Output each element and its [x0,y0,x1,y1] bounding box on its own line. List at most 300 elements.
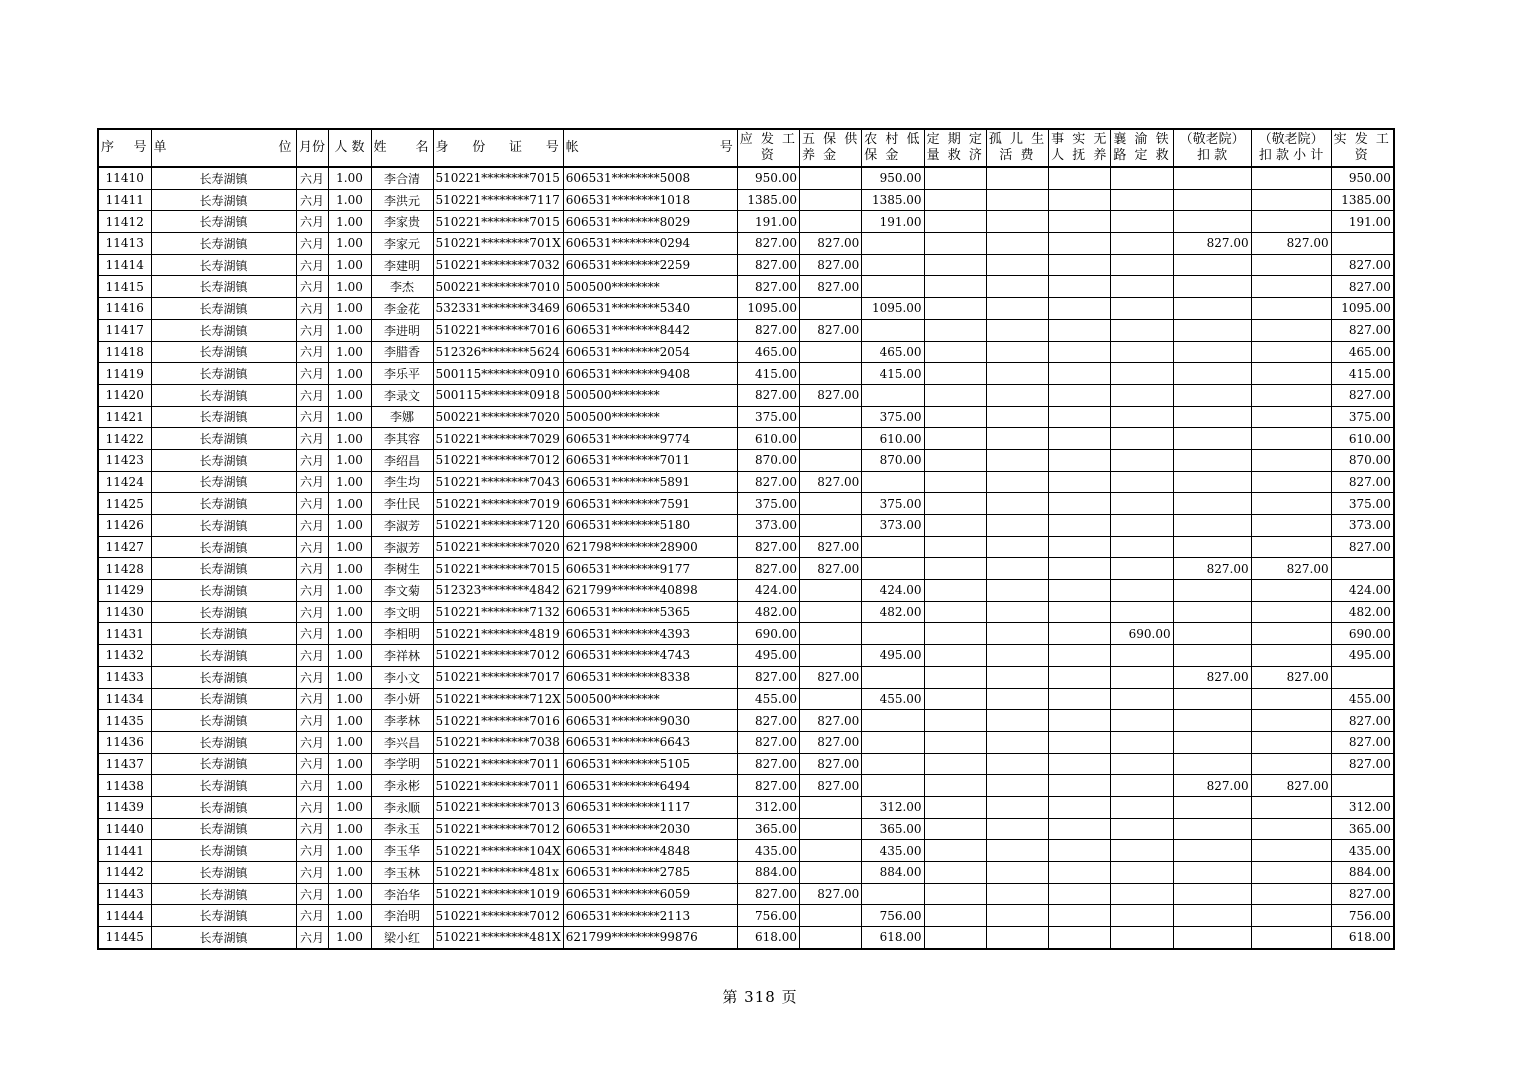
cell-net: 415.00 [1331,363,1394,385]
cell-shishi [1049,623,1111,645]
cell-xiangyu [1111,796,1173,818]
cell-seq: 11436 [98,731,151,753]
cell-count: 1.00 [328,254,371,276]
table-row [98,710,1394,732]
cell-jlyk [1173,796,1251,818]
cell-xiangyu [1111,927,1173,949]
cell-name: 李玉华 [371,840,433,862]
cell-shishi [1049,449,1111,471]
cell-net: 950.00 [1331,167,1394,189]
cell-count: 1.00 [328,384,371,406]
cell-dingliang [924,666,986,688]
cell-dibao: 950.00 [862,167,924,189]
cell-count: 1.00 [328,840,371,862]
cell-account: 606531********5365 [563,601,737,623]
cell-wubao [800,449,862,471]
cell-jlyk: 827.00 [1173,233,1251,255]
cell-month: 六月 [296,254,328,276]
table-row [98,515,1394,537]
cell-jlyx [1251,731,1331,753]
cell-net: 375.00 [1331,406,1394,428]
cell-seq: 11432 [98,645,151,667]
cell-unit: 长寿湖镇 [151,189,296,211]
cell-net: 482.00 [1331,601,1394,623]
cell-wubao [800,862,862,884]
cell-seq: 11424 [98,471,151,493]
table-row [98,254,1394,276]
cell-wubao: 827.00 [800,276,862,298]
cell-name: 李录文 [371,384,433,406]
cell-id: 510221********7015 [433,211,563,233]
cell-unit: 长寿湖镇 [151,688,296,710]
cell-jlyx: 827.00 [1251,233,1331,255]
cell-xiangyu [1111,211,1173,233]
cell-jlyx [1251,796,1331,818]
cell-unit: 长寿湖镇 [151,796,296,818]
cell-name: 李永玉 [371,818,433,840]
cell-name: 李小妍 [371,688,433,710]
cell-salary: 375.00 [737,493,799,515]
cell-jlyx [1251,211,1331,233]
cell-salary: 884.00 [737,862,799,884]
header-dibao: 农 村 低 保 金 [862,129,924,167]
cell-jlyk [1173,840,1251,862]
cell-salary: 827.00 [737,753,799,775]
cell-dingliang [924,645,986,667]
cell-jlyk [1173,731,1251,753]
cell-shishi [1049,775,1111,797]
cell-month: 六月 [296,601,328,623]
cell-xiangyu [1111,341,1173,363]
cell-count: 1.00 [328,319,371,341]
cell-salary: 482.00 [737,601,799,623]
cell-unit: 长寿湖镇 [151,666,296,688]
cell-name: 李玉林 [371,862,433,884]
cell-account: 606531********2054 [563,341,737,363]
cell-shishi [1049,927,1111,949]
cell-salary: 827.00 [737,319,799,341]
cell-seq: 11434 [98,688,151,710]
cell-wubao: 827.00 [800,883,862,905]
cell-shishi [1049,580,1111,602]
page-number: 第 318 页 [722,988,798,1006]
cell-salary: 827.00 [737,384,799,406]
cell-salary: 312.00 [737,796,799,818]
cell-id: 510221********1019 [433,883,563,905]
cell-shishi [1049,710,1111,732]
cell-net: 827.00 [1331,731,1394,753]
cell-dibao [862,319,924,341]
cell-salary: 827.00 [737,558,799,580]
cell-dibao [862,276,924,298]
cell-dingliang [924,862,986,884]
cell-month: 六月 [296,796,328,818]
cell-id: 510221********7120 [433,515,563,537]
cell-shishi [1049,536,1111,558]
cell-wubao [800,796,862,818]
cell-wubao [800,428,862,450]
cell-guer [986,840,1048,862]
cell-dingliang [924,623,986,645]
cell-account: 606531********2030 [563,818,737,840]
cell-name: 李进明 [371,319,433,341]
cell-month: 六月 [296,493,328,515]
table-row [98,775,1394,797]
cell-name: 李孝林 [371,710,433,732]
cell-dingliang [924,449,986,471]
cell-id: 510221********7019 [433,493,563,515]
cell-salary: 365.00 [737,818,799,840]
cell-salary: 827.00 [737,536,799,558]
table-row [98,601,1394,623]
cell-id: 510221********7011 [433,775,563,797]
cell-jlyx [1251,580,1331,602]
cell-month: 六月 [296,428,328,450]
cell-salary: 1385.00 [737,189,799,211]
cell-xiangyu: 690.00 [1111,623,1173,645]
cell-dibao: 1385.00 [862,189,924,211]
cell-dingliang [924,840,986,862]
cell-unit: 长寿湖镇 [151,515,296,537]
cell-jlyk [1173,601,1251,623]
cell-xiangyu [1111,862,1173,884]
cell-jlyx [1251,710,1331,732]
cell-xiangyu [1111,406,1173,428]
cell-name: 李树生 [371,558,433,580]
cell-dibao [862,536,924,558]
cell-shishi [1049,233,1111,255]
cell-net: 827.00 [1331,753,1394,775]
cell-month: 六月 [296,406,328,428]
cell-jlyk [1173,536,1251,558]
cell-jlyk [1173,449,1251,471]
cell-seq: 11423 [98,449,151,471]
cell-net: 690.00 [1331,623,1394,645]
cell-wubao [800,363,862,385]
cell-salary: 950.00 [737,167,799,189]
cell-wubao [800,515,862,537]
cell-name: 李文菊 [371,580,433,602]
cell-xiangyu [1111,428,1173,450]
cell-jlyx [1251,905,1331,927]
cell-xiangyu [1111,840,1173,862]
table-row [98,840,1394,862]
cell-shishi [1049,796,1111,818]
cell-shishi [1049,840,1111,862]
cell-unit: 长寿湖镇 [151,493,296,515]
cell-name: 李娜 [371,406,433,428]
cell-xiangyu [1111,189,1173,211]
cell-count: 1.00 [328,927,371,949]
cell-account: 606531********7591 [563,493,737,515]
cell-account: 606531********2785 [563,862,737,884]
cell-wubao [800,601,862,623]
cell-count: 1.00 [328,905,371,927]
header-id: 身 份 证 号 [433,129,563,167]
cell-xiangyu [1111,688,1173,710]
cell-dibao: 435.00 [862,840,924,862]
cell-account: 606531********2259 [563,254,737,276]
cell-net: 495.00 [1331,645,1394,667]
cell-unit: 长寿湖镇 [151,731,296,753]
cell-month: 六月 [296,905,328,927]
cell-dingliang [924,927,986,949]
cell-jlyk [1173,905,1251,927]
cell-wubao: 827.00 [800,471,862,493]
cell-jlyx [1251,406,1331,428]
cell-id: 510221********7012 [433,818,563,840]
header-net: 实 发 工 资 [1331,129,1394,167]
cell-month: 六月 [296,775,328,797]
cell-unit: 长寿湖镇 [151,623,296,645]
cell-salary: 191.00 [737,211,799,233]
cell-account: 621799********99876 [563,927,737,949]
table-row [98,211,1394,233]
cell-name: 李金花 [371,298,433,320]
table-row [98,233,1394,255]
cell-guer [986,645,1048,667]
cell-unit: 长寿湖镇 [151,298,296,320]
cell-dibao: 455.00 [862,688,924,710]
cell-shishi [1049,167,1111,189]
cell-wubao [800,645,862,667]
table-row [98,666,1394,688]
cell-guer [986,927,1048,949]
cell-jlyx: 827.00 [1251,775,1331,797]
header-jlyx: （敬老院） 扣 款 小 计 [1251,129,1331,167]
cell-count: 1.00 [328,428,371,450]
cell-salary: 495.00 [737,645,799,667]
cell-jlyk [1173,189,1251,211]
cell-dingliang [924,233,986,255]
cell-account: 606531********6059 [563,883,737,905]
cell-seq: 11426 [98,515,151,537]
header-month: 月份 [296,129,328,167]
cell-wubao [800,840,862,862]
cell-month: 六月 [296,883,328,905]
cell-name: 李永顺 [371,796,433,818]
cell-dibao: 610.00 [862,428,924,450]
cell-dingliang [924,883,986,905]
cell-guer [986,753,1048,775]
cell-jlyk [1173,406,1251,428]
cell-account: 606531********5105 [563,753,737,775]
cell-guer [986,233,1048,255]
cell-jlyx [1251,384,1331,406]
cell-name: 李家贵 [371,211,433,233]
cell-shishi [1049,384,1111,406]
cell-jlyx [1251,623,1331,645]
cell-guer [986,666,1048,688]
cell-shishi [1049,883,1111,905]
cell-account: 606531********8029 [563,211,737,233]
cell-xiangyu [1111,883,1173,905]
cell-count: 1.00 [328,341,371,363]
cell-seq: 11443 [98,883,151,905]
header-seq: 序 号 [98,129,151,167]
table-row [98,688,1394,710]
cell-id: 510221********7132 [433,601,563,623]
table-row [98,558,1394,580]
cell-wubao: 827.00 [800,233,862,255]
cell-seq: 11412 [98,211,151,233]
cell-name: 李治华 [371,883,433,905]
cell-seq: 11429 [98,580,151,602]
cell-count: 1.00 [328,883,371,905]
cell-xiangyu [1111,580,1173,602]
cell-count: 1.00 [328,471,371,493]
cell-guer [986,254,1048,276]
cell-id: 510221********7020 [433,536,563,558]
cell-net: 884.00 [1331,862,1394,884]
cell-account: 606531********1018 [563,189,737,211]
cell-dibao [862,471,924,493]
cell-jlyx [1251,515,1331,537]
cell-month: 六月 [296,449,328,471]
table-row [98,883,1394,905]
cell-salary: 756.00 [737,905,799,927]
cell-count: 1.00 [328,666,371,688]
cell-salary: 375.00 [737,406,799,428]
cell-id: 510221********712X [433,688,563,710]
table-row [98,796,1394,818]
cell-salary: 415.00 [737,363,799,385]
cell-wubao: 827.00 [800,731,862,753]
cell-unit: 长寿湖镇 [151,580,296,602]
cell-account: 606531********5180 [563,515,737,537]
cell-count: 1.00 [328,211,371,233]
table-row [98,276,1394,298]
cell-name: 李腊香 [371,341,433,363]
cell-name: 李仕民 [371,493,433,515]
cell-unit: 长寿湖镇 [151,883,296,905]
cell-month: 六月 [296,862,328,884]
cell-seq: 11440 [98,818,151,840]
cell-jlyx [1251,276,1331,298]
cell-jlyx [1251,363,1331,385]
cell-guer [986,536,1048,558]
cell-account: 606531********0294 [563,233,737,255]
cell-wubao [800,211,862,233]
cell-count: 1.00 [328,558,371,580]
cell-month: 六月 [296,927,328,949]
cell-jlyk [1173,167,1251,189]
cell-unit: 长寿湖镇 [151,449,296,471]
cell-net: 827.00 [1331,536,1394,558]
cell-unit: 长寿湖镇 [151,471,296,493]
cell-seq: 11417 [98,319,151,341]
cell-net: 375.00 [1331,493,1394,515]
cell-id: 510221********481x [433,862,563,884]
cell-seq: 11422 [98,428,151,450]
cell-month: 六月 [296,298,328,320]
cell-month: 六月 [296,276,328,298]
cell-xiangyu [1111,298,1173,320]
cell-guer [986,449,1048,471]
cell-jlyk [1173,341,1251,363]
cell-unit: 长寿湖镇 [151,319,296,341]
cell-name: 李乐平 [371,363,433,385]
cell-seq: 11431 [98,623,151,645]
cell-jlyk [1173,298,1251,320]
cell-count: 1.00 [328,731,371,753]
cell-id: 500115********0918 [433,384,563,406]
cell-salary: 690.00 [737,623,799,645]
cell-xiangyu [1111,493,1173,515]
cell-shishi [1049,319,1111,341]
cell-jlyk [1173,319,1251,341]
cell-dingliang [924,601,986,623]
cell-dibao [862,731,924,753]
cell-month: 六月 [296,363,328,385]
cell-net: 870.00 [1331,449,1394,471]
cell-unit: 长寿湖镇 [151,927,296,949]
cell-unit: 长寿湖镇 [151,905,296,927]
cell-wubao [800,818,862,840]
cell-net: 1385.00 [1331,189,1394,211]
cell-id: 532331********3469 [433,298,563,320]
cell-dibao: 375.00 [862,406,924,428]
cell-wubao: 827.00 [800,319,862,341]
cell-account: 606531********9030 [563,710,737,732]
table-row [98,319,1394,341]
cell-guer [986,211,1048,233]
cell-net: 191.00 [1331,211,1394,233]
cell-dibao: 884.00 [862,862,924,884]
cell-wubao [800,298,862,320]
cell-id: 510221********7015 [433,558,563,580]
cell-unit: 长寿湖镇 [151,254,296,276]
cell-dingliang [924,818,986,840]
cell-jlyx [1251,428,1331,450]
header-jlyk: （敬老院） 扣 款 [1173,129,1251,167]
cell-dingliang [924,406,986,428]
cell-wubao [800,905,862,927]
cell-id: 510221********7043 [433,471,563,493]
cell-name: 李其容 [371,428,433,450]
cell-unit: 长寿湖镇 [151,818,296,840]
cell-count: 1.00 [328,449,371,471]
cell-id: 510221********7015 [433,167,563,189]
table-row [98,623,1394,645]
cell-id: 510221********7032 [433,254,563,276]
cell-guer [986,796,1048,818]
cell-seq: 11437 [98,753,151,775]
header-row [98,129,1394,167]
cell-month: 六月 [296,753,328,775]
cell-net: 1095.00 [1331,298,1394,320]
cell-seq: 11419 [98,363,151,385]
cell-name: 李祥林 [371,645,433,667]
cell-net [1331,233,1394,255]
cell-dibao: 482.00 [862,601,924,623]
cell-account: 606531********6494 [563,775,737,797]
cell-xiangyu [1111,384,1173,406]
table-row [98,493,1394,515]
cell-salary: 373.00 [737,515,799,537]
cell-count: 1.00 [328,818,371,840]
table-row [98,753,1394,775]
cell-id: 512323********4842 [433,580,563,602]
cell-guer [986,406,1048,428]
cell-wubao [800,341,862,363]
cell-net [1331,775,1394,797]
cell-shishi [1049,428,1111,450]
cell-seq: 11410 [98,167,151,189]
table-body [98,167,1394,949]
cell-name: 李杰 [371,276,433,298]
cell-dingliang [924,731,986,753]
